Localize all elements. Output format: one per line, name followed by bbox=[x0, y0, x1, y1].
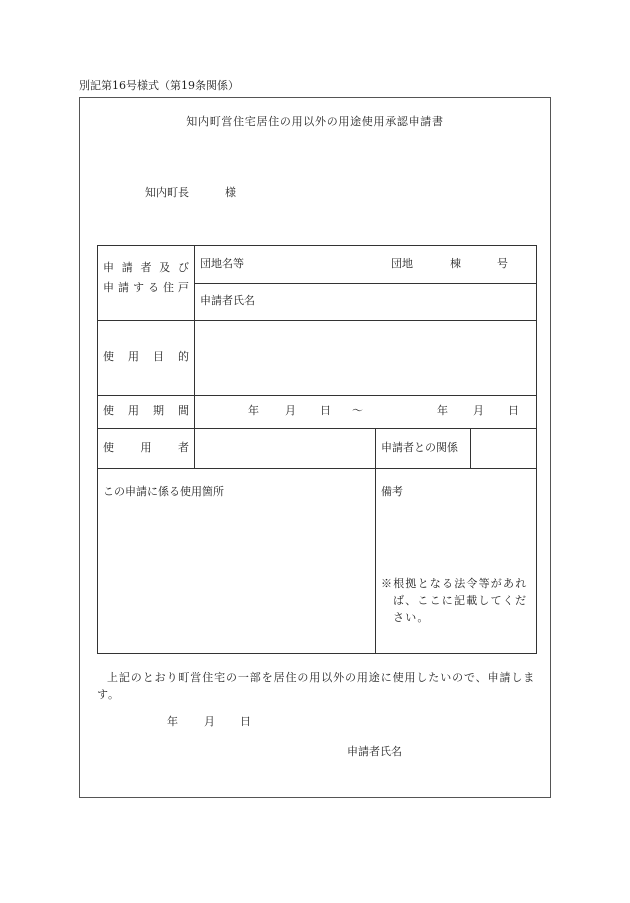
date-month: 月 bbox=[204, 715, 215, 728]
location-label: この申請に係る使用箇所 bbox=[103, 485, 224, 498]
signature-label: 申請者氏名 bbox=[347, 745, 402, 758]
period-end-year: 年 bbox=[437, 404, 448, 417]
table-rule bbox=[98, 395, 536, 396]
form-number: 別記第16号様式（第19条関係） bbox=[79, 79, 239, 92]
application-statement: 上記のとおり町営住宅の一部を居住の用以外の用途に使用したいので、申請します。 bbox=[97, 671, 536, 701]
building-suffix: 棟 bbox=[450, 257, 461, 270]
number-suffix: 号 bbox=[497, 257, 508, 270]
period-end-day: 日 bbox=[508, 404, 519, 417]
complex-suffix: 団地 bbox=[391, 257, 413, 270]
period-start-year: 年 bbox=[248, 404, 259, 417]
relation-label: 申請者との関係 bbox=[381, 441, 458, 454]
period-label: 使 用 期 間 bbox=[103, 404, 189, 417]
table-rule bbox=[98, 320, 536, 321]
form-title: 知内町営住宅居住の用以外の用途使用承認申請書 bbox=[186, 115, 444, 128]
complex-name-label: 団地名等 bbox=[200, 257, 244, 270]
period-separator: 〜 bbox=[352, 404, 363, 417]
applicant-label-line2: 申 請 す る 住 戸 bbox=[103, 281, 189, 294]
applicant-label-line1: 申 請 者 及 び bbox=[103, 261, 189, 274]
table-rule bbox=[375, 428, 376, 653]
period-start-month: 月 bbox=[285, 404, 296, 417]
date-day: 日 bbox=[240, 715, 251, 728]
period-end-month: 月 bbox=[473, 404, 484, 417]
date-year: 年 bbox=[167, 715, 178, 728]
table-rule bbox=[98, 468, 536, 469]
purpose-label: 使 用 目 的 bbox=[103, 350, 189, 363]
addressee-honorific: 様 bbox=[225, 186, 236, 199]
remarks-label: 備考 bbox=[381, 485, 403, 498]
period-start-day: 日 bbox=[320, 404, 331, 417]
applicant-name-label: 申請者氏名 bbox=[200, 294, 255, 307]
table-rule bbox=[194, 246, 195, 468]
application-table bbox=[97, 245, 537, 654]
table-rule bbox=[194, 283, 536, 284]
user-label: 使 用 者 bbox=[103, 441, 189, 454]
remarks-note: ※根拠となる法令等があれば、ここに記載してください。 bbox=[381, 577, 528, 624]
addressee-name: 知内町長 bbox=[145, 186, 189, 199]
table-rule bbox=[470, 428, 471, 468]
